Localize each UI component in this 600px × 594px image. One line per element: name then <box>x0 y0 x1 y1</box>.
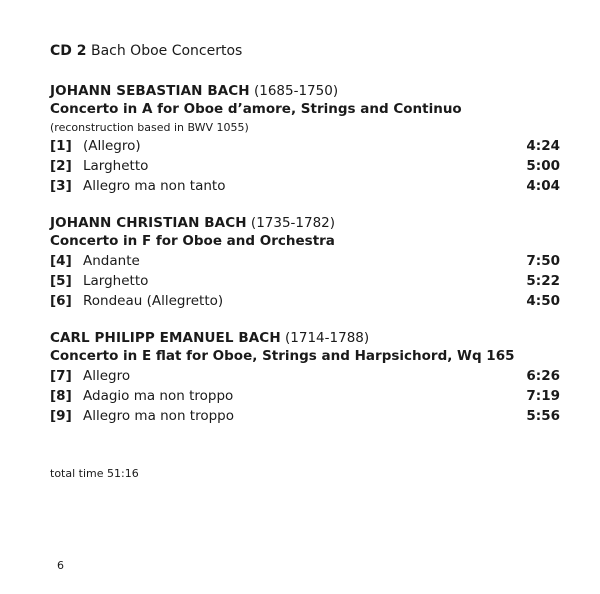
track-duration: 5:22 <box>526 273 560 289</box>
track-title: Andante <box>83 253 140 269</box>
track-duration: 6:26 <box>526 368 560 384</box>
track-duration: 5:00 <box>526 158 560 174</box>
track-title: (Allegro) <box>83 138 141 154</box>
composer-dates: (1735-1782) <box>250 215 336 231</box>
track-row <box>50 406 560 426</box>
track-row <box>50 176 560 196</box>
cd-label: CD 2 <box>50 43 87 59</box>
track-duration: 5:56 <box>526 408 560 424</box>
track-duration: 7:50 <box>526 253 560 269</box>
track-title: Rondeau (Allegretto) <box>83 293 224 309</box>
composer-dates: (1714-1788) <box>285 330 370 346</box>
work-title: Concerto in F for Oboe and Orchestra <box>50 233 335 249</box>
track-number: [1] <box>50 138 72 154</box>
track-number: [9] <box>50 408 72 424</box>
track-duration: 4:24 <box>526 138 560 154</box>
composer-section <box>50 329 560 426</box>
composer-section <box>50 214 560 311</box>
page-number: 6 <box>57 559 64 572</box>
track-number: [5] <box>50 273 72 289</box>
track-number: [8] <box>50 388 72 404</box>
track-title: Allegro <box>83 368 131 384</box>
track-number: [7] <box>50 368 72 384</box>
track-duration: 4:04 <box>526 178 560 194</box>
track-row <box>50 251 560 271</box>
track-row <box>50 156 560 176</box>
composer-name: JOHANN SEBASTIAN BACH <box>50 83 250 99</box>
track-title: Allegro ma non troppo <box>83 408 234 424</box>
track-title: Larghetto <box>83 158 149 174</box>
track-row <box>50 386 560 406</box>
work-note: (reconstruction based in BWV 1055) <box>50 121 249 134</box>
track-number: [3] <box>50 178 72 194</box>
track-title: Allegro ma non tanto <box>83 178 226 194</box>
track-duration: 7:19 <box>526 388 560 404</box>
cd-header <box>50 42 560 60</box>
track-number: [4] <box>50 253 72 269</box>
composer-dates: (1685-1750) <box>253 83 339 99</box>
work-title: Concerto in E flat for Oboe, Strings and Harpsichord, Wq 165 <box>50 348 515 364</box>
track-row <box>50 271 560 291</box>
cd-title: Bach Oboe Concertos <box>90 43 243 59</box>
composer-heading <box>50 329 560 347</box>
track-row <box>50 136 560 156</box>
track-title: Adagio ma non troppo <box>83 388 234 404</box>
tracklist-page <box>50 42 560 444</box>
track-duration: 4:50 <box>526 293 560 309</box>
track-number: [2] <box>50 158 72 174</box>
track-row <box>50 366 560 386</box>
total-time: total time 51:16 <box>50 467 139 480</box>
composer-name: JOHANN CHRISTIAN BACH <box>50 215 247 231</box>
track-title: Larghetto <box>83 273 149 289</box>
composer-heading <box>50 82 560 100</box>
composer-heading <box>50 214 560 232</box>
composer-name: CARL PHILIPP EMANUEL BACH <box>50 330 281 346</box>
track-row <box>50 291 560 311</box>
work-title: Concerto in A for Oboe d’amore, Strings and Continuo <box>50 101 462 117</box>
composer-section <box>50 82 560 196</box>
track-number: [6] <box>50 293 72 309</box>
